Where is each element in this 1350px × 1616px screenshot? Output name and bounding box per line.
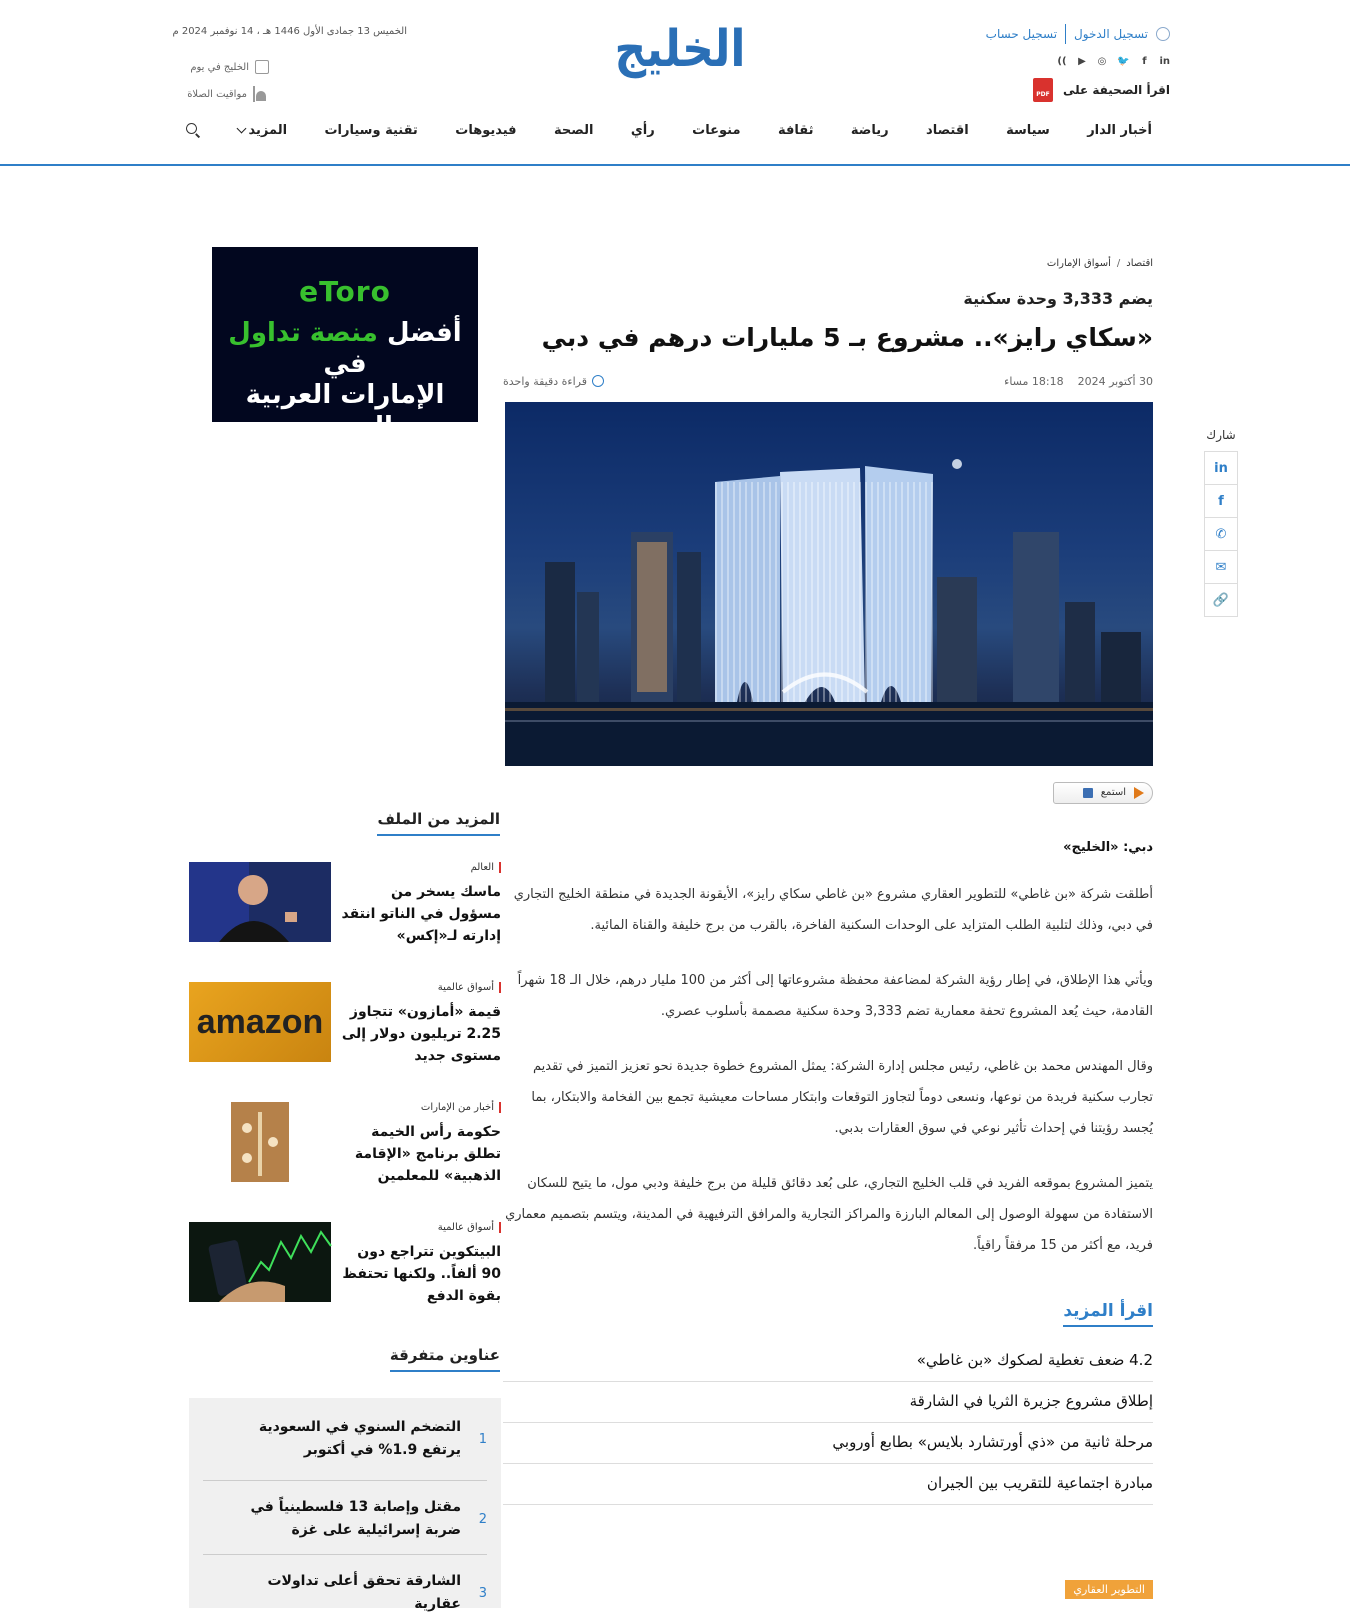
misc-headline[interactable]: مقتل وإصابة 13 فلسطينياً في ضربة إسرائيلية على غزة (250, 1499, 461, 1538)
rss-icon[interactable]: )) (1057, 56, 1067, 67)
card-thumbnail (189, 1102, 331, 1182)
misc-headlines-box (189, 1398, 501, 1612)
nav-item-misc[interactable]: منوعات (692, 122, 741, 138)
khaleej-day-label: الخليج في يوم (190, 61, 249, 73)
nav-item-culture[interactable]: ثقافة (777, 122, 814, 138)
ad-line-1 (212, 318, 478, 380)
share-linkedin-button[interactable]: in (1204, 451, 1238, 485)
read-more-item[interactable]: 4.2 ضعف تغطية لصكوك «بن غاطي» (503, 1341, 1153, 1382)
account-links (986, 24, 1170, 44)
card-text (341, 862, 501, 947)
card-category[interactable]: أخبار من الإمارات (341, 1102, 501, 1113)
link-icon: 🔗 (1212, 592, 1230, 608)
article-paragraph: ويأتي هذا الإطلاق، في إطار رؤية الشركة لمضاعفة محفظة مشروعاتها إلى أكثر من 100 مليار درهم، خلال الـ 18 شهراً القادمة، حيث يُعد المشروع تحفة معمارية تضم 3,333 وحدة سكنية مصممة بأسلوب عصري. (517, 972, 1153, 1019)
read-paper-label: اقرأ الصحيفة على (1062, 83, 1170, 97)
logo-text: الخليج (614, 20, 746, 79)
share-bar (1204, 428, 1238, 617)
breadcrumb-separator: / (1116, 258, 1121, 269)
card-text (341, 982, 501, 1067)
breadcrumb-uae-markets[interactable]: أسواق الإمارات (1046, 258, 1111, 269)
header-date: الخميس 13 جمادى الأول 1446 هـ ، 14 نوفمبر 2024 م (172, 26, 407, 37)
card-headline[interactable]: حكومة رأس الخيمة تطلق برنامج «الإقامة الذهبية» للمعلمين (354, 1124, 501, 1184)
card-headline[interactable]: قيمة «أمازون» تتجاوز 2.25 تريليون دولار إلى مستوى جديد (341, 1004, 501, 1064)
nav-item-sports[interactable]: رياضة (850, 122, 889, 138)
site-header (0, 0, 1350, 166)
nav-item-politics[interactable]: سياسة (1006, 122, 1050, 138)
card-thumbnail (189, 1222, 331, 1302)
article-date: 30 أكتوبر 2024 (1077, 374, 1153, 388)
listen-button[interactable] (1053, 782, 1153, 804)
khaleej-day-link[interactable] (190, 60, 269, 74)
prayer-times-label: مواقيت الصلاة (187, 88, 247, 100)
nav-more-label: المزيد (248, 122, 288, 138)
nav-item-tech-cars[interactable]: تقنية وسيارات (324, 122, 418, 138)
youtube-icon[interactable]: ▶ (1078, 56, 1086, 67)
topic-tag[interactable]: التطوير العقاري (1065, 1580, 1153, 1599)
play-icon (1134, 787, 1144, 799)
twitter-icon[interactable]: 🐦 (1117, 56, 1130, 67)
card-category[interactable]: أسواق عالمية (341, 1222, 501, 1233)
card-text (341, 1222, 501, 1307)
misc-number: 1 (478, 1432, 487, 1447)
misc-headline-item[interactable] (203, 1570, 487, 1610)
read-paper-link[interactable] (1033, 78, 1170, 102)
pdf-icon: PDF (1033, 78, 1053, 102)
article-subtitle: يضم 3,333 وحدة سكنية (963, 289, 1153, 308)
etoro-ad[interactable] (212, 247, 478, 442)
amazon-logo-text: amazon (196, 1002, 324, 1041)
facebook-icon[interactable]: f (1142, 56, 1147, 67)
speaker-icon (1083, 788, 1093, 798)
instagram-icon[interactable]: ◎ (1097, 56, 1107, 67)
article-time: 18:18 مساء (1004, 374, 1064, 388)
linkedin-icon[interactable]: in (1159, 56, 1170, 67)
misc-number: 2 (478, 1512, 487, 1527)
divider (203, 1554, 487, 1555)
nav-item-opinion[interactable]: رأي (630, 122, 655, 138)
side-news-card[interactable] (189, 862, 501, 954)
divider (1065, 24, 1066, 44)
portrait-image (189, 862, 331, 942)
article-title: «سكاي رايز».. مشروع بـ 5 مليارات درهم في دبي (541, 323, 1153, 352)
register-link[interactable]: تسجيل حساب (985, 27, 1058, 41)
misc-headline-item[interactable] (203, 1416, 487, 1476)
article-hero-image (505, 402, 1153, 766)
ad-brand: eToro (299, 275, 391, 308)
skyline-illustration (505, 402, 1153, 766)
login-link[interactable]: تسجيل الدخول (1074, 27, 1148, 41)
card-text (341, 1102, 501, 1187)
site-logo[interactable] (602, 20, 758, 80)
prayer-times-link[interactable] (187, 86, 269, 102)
card-headline[interactable]: البيتكوين تتراجع دون 90 ألفاً.. ولكنها تحتفظ بقوة الدفع (342, 1244, 501, 1304)
breadcrumb-economy[interactable]: اقتصاد (1126, 258, 1153, 269)
share-link-button[interactable] (1204, 583, 1238, 617)
share-label: شارك (1206, 428, 1236, 442)
share-facebook-button[interactable]: f (1204, 484, 1238, 518)
divider (203, 1480, 487, 1481)
misc-headline[interactable]: التضخم السنوي في السعودية يرتفع 1.9% في أكتوبر (258, 1419, 461, 1458)
read-more-item[interactable]: مرحلة ثانية من «ذي أورتشارد بلايس» بطابع أوروبي (503, 1423, 1153, 1464)
social-links (1057, 56, 1170, 67)
mosque-icon (253, 86, 269, 102)
share-email-button[interactable] (1204, 550, 1238, 584)
nav-item-health[interactable]: الصحة (554, 122, 594, 138)
ad-line-1a: أفضل (386, 318, 462, 348)
read-more-item[interactable]: مبادرة اجتماعية للتقريب بين الجيران (503, 1464, 1153, 1505)
nav-item-videos[interactable]: فيديوهات (455, 122, 517, 138)
calendar-icon (255, 60, 269, 74)
nav-item-more[interactable] (238, 123, 288, 138)
card-thumbnail (189, 982, 331, 1062)
whatsapp-icon: ✆ (1215, 526, 1227, 542)
card-headline[interactable]: ماسك يسخر من مسؤول في الناتو انتقد إدارته لـ«إكس» (341, 884, 501, 944)
misc-headline-item[interactable] (203, 1496, 487, 1556)
article-dateline: دبي: «الخليج» (1063, 839, 1153, 855)
misc-headline[interactable]: الشارقة تحقق أعلى تداولات عقارية (267, 1573, 461, 1612)
read-more-list (503, 1341, 1153, 1505)
mail-icon: ✉ (1215, 559, 1227, 575)
share-whatsapp-button[interactable] (1204, 517, 1238, 551)
infographic-image (231, 1102, 289, 1182)
card-category[interactable]: العالم (341, 862, 501, 873)
nav-item-dar-news[interactable]: أخبار الدار (1087, 122, 1152, 138)
article-datetime (1004, 375, 1153, 388)
trading-chart-image (189, 1222, 331, 1302)
ad-line-2: الإمارات العربية المتحدة (245, 380, 445, 442)
read-time (503, 375, 604, 388)
misc-headlines-heading: عناوين متفرقة (390, 1346, 500, 1372)
card-thumbnail (189, 862, 331, 942)
misc-number: 3 (478, 1586, 487, 1601)
article-paragraph: أطلقت شركة «بن غاطي» للتطوير العقاري مشروع «بن غاطي سكاي رايز»، الأيقونة الجديدة في منطقة الخليج التجاري في دبي، وذلك لتلبية الطلب المتزايد على الوحدات السكنية الفاخرة، بالقرب من برج خليفة والقناة المائية. (513, 886, 1153, 933)
ad-line-1b: منصة تداول (228, 318, 378, 348)
side-news-card[interactable] (189, 1102, 501, 1194)
read-more-item[interactable]: إطلاق مشروع جزيرة الثريا في الشارقة (503, 1382, 1153, 1423)
more-from-file-heading: المزيد من الملف (377, 810, 500, 836)
article (503, 258, 1153, 1505)
main-nav (186, 118, 1152, 142)
listen-label: استمع (1100, 787, 1126, 798)
read-more-heading: اقرأ المزيد (1063, 1301, 1153, 1327)
breadcrumb (503, 258, 1153, 269)
ad-line-1c: في (323, 349, 367, 380)
article-paragraph: يتميز المشروع بموقعه الفريد في قلب الخليج التجاري، على بُعد دقائق قليلة من برج خليفة ودبي مول، ما يتيح للسكان الاستفادة من سهولة الوصول إلى المعالم البارزة والمراكز التجارية والمرافق الترفيهية في المدينة، ويتسم بتصميم معماري فريد، مع أكثر من 15 مرفقاً راقياً. (505, 1175, 1153, 1253)
user-icon (1156, 27, 1170, 41)
article-meta (503, 375, 1153, 388)
article-paragraph: وقال المهندس محمد بن غاطي، رئيس مجلس إدارة الشركة: يمثل المشروع خطوة جديدة نحو تعزيز التميز في تقديم تجارب سكنية فريدة من نوعها، ونسعى دوماً لتجاوز التوقعات وابتكار مساحات معيشية تجمع بين الفخامة والابتكار، بما يُجسد رؤيتنا في إحداث تأثير نوعي في سوق العقارات بدبي. (531, 1058, 1153, 1136)
search-icon[interactable] (186, 123, 200, 137)
card-category[interactable]: أسواق عالمية (341, 982, 501, 993)
side-news-card[interactable] (189, 982, 501, 1074)
clock-icon (592, 375, 604, 387)
nav-item-economy[interactable]: اقتصاد (926, 122, 969, 138)
side-news-card[interactable] (189, 1222, 501, 1314)
read-time-label: قراءة دقيقة واحدة (503, 374, 587, 388)
chevron-down-icon (236, 123, 246, 133)
